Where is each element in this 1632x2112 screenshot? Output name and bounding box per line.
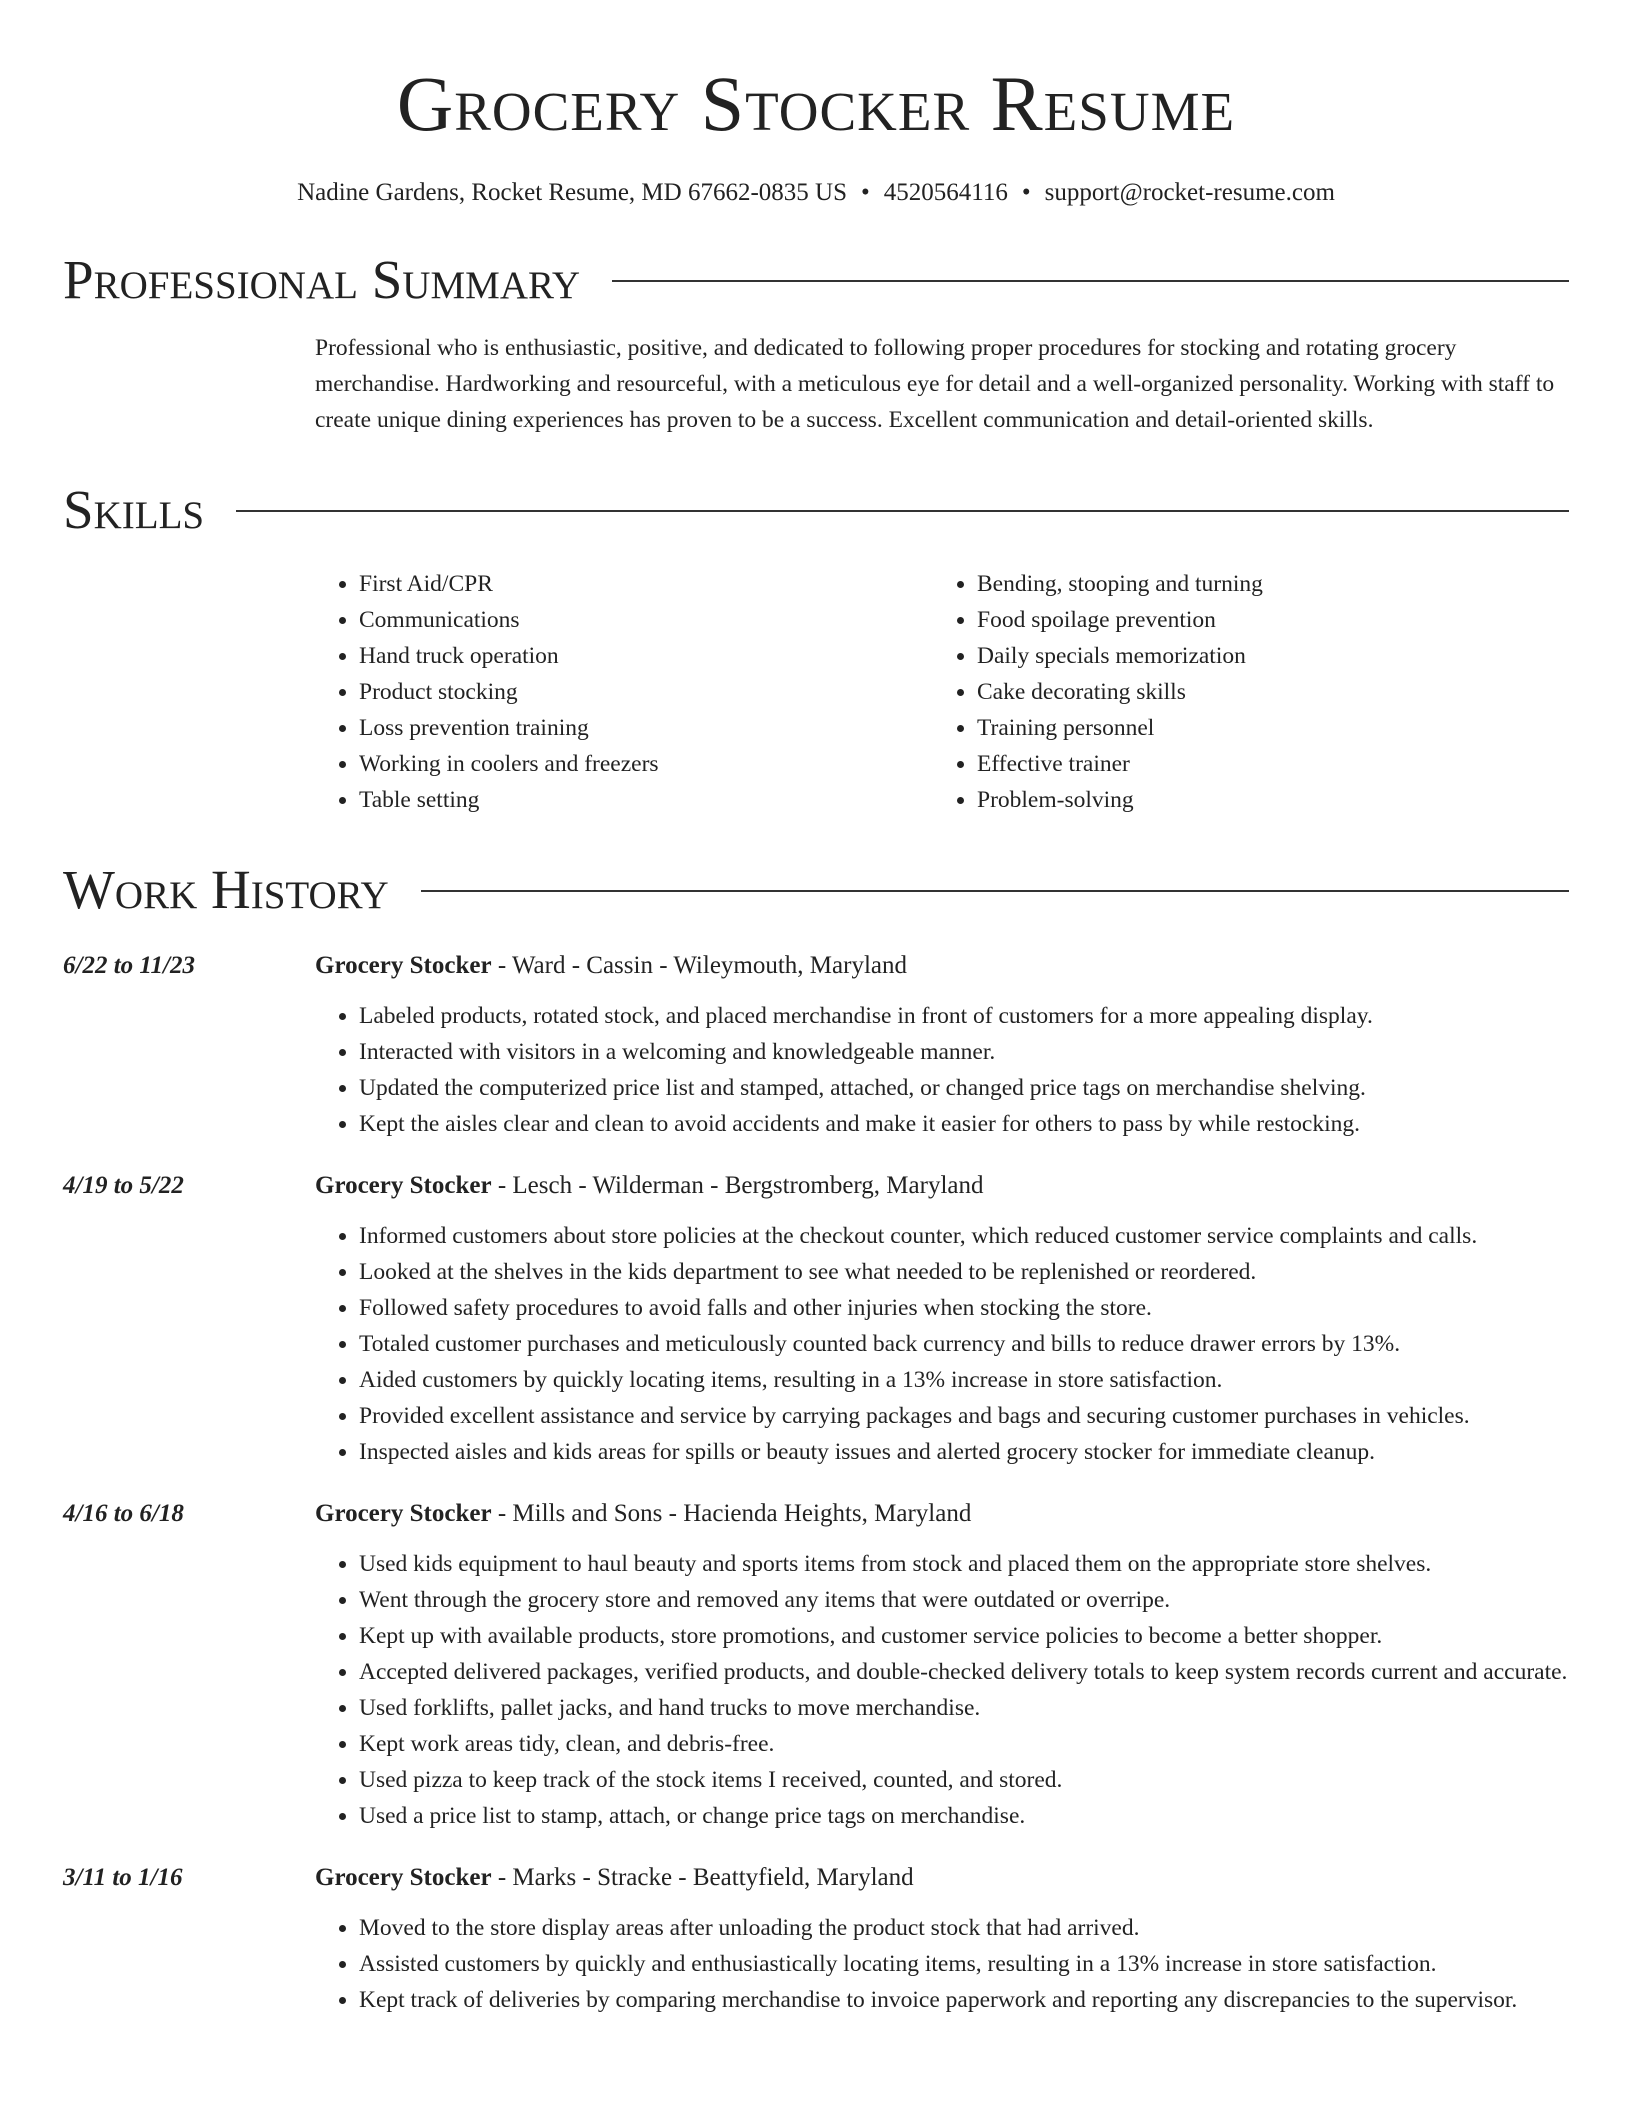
list-item: • Provided excellent assistance and service by carrying packages and bags and securing customer purchases in vehicles. [359, 1398, 1569, 1434]
list-item: • Used forklifts, pallet jacks, and hand trucks to move merchandise. [359, 1690, 1569, 1726]
list-item: • Hand truck operation [359, 638, 933, 674]
list-item: • Went through the grocery store and removed any items that were outdated or overripe. [359, 1582, 1569, 1618]
list-item: • Looked at the shelves in the kids department to see what needed to be replenished or reordered. [359, 1254, 1569, 1290]
skills-column-left [315, 566, 933, 818]
summary-heading: Professional Summary [63, 249, 581, 310]
list-item: • Table setting [359, 782, 933, 818]
job-entry [63, 948, 1569, 1142]
list-item: • Loss prevention training [359, 710, 933, 746]
list-item: • Kept work areas tidy, clean, and debris-free. [359, 1726, 1569, 1762]
list-item: • Accepted delivered packages, verified products, and double-checked delivery totals to keep system records current and accurate. [359, 1654, 1569, 1690]
job-company: Marks - Stracke - Beattyfield, Maryland [512, 1864, 914, 1891]
job-title-line [315, 1496, 971, 1532]
list-item: • Effective trainer [977, 746, 1551, 782]
list-item: • Bending, stooping and turning [977, 566, 1551, 602]
contact-phone: 4520564116 [883, 179, 1008, 206]
list-item: • Problem-solving [977, 782, 1551, 818]
job-dash: - [491, 1500, 513, 1527]
list-item: • Followed safety procedures to avoid falls and other injuries when stocking the store. [359, 1290, 1569, 1326]
job-header [63, 1496, 1569, 1532]
job-bullets [315, 1218, 1569, 1470]
contact-email: support@rocket-resume.com [1044, 179, 1335, 206]
skills-heading: Skills [63, 479, 205, 540]
job-bullets [315, 998, 1569, 1142]
job-role: Grocery Stocker [315, 1500, 492, 1527]
job-company: Lesch - Wilderman - Bergstromberg, Maryland [512, 1172, 984, 1199]
summary-section-header [63, 248, 1569, 312]
list-item: • Assisted customers by quickly and enthusiastically locating items, resulting in a 13% increase in store satisfaction. [359, 1946, 1569, 1982]
job-role: Grocery Stocker [315, 952, 492, 979]
skills-list-left [315, 566, 933, 818]
work-history-list [63, 948, 1569, 2018]
contact-address: Nadine Gardens, Rocket Resume, MD 67662-0835 US [297, 179, 847, 206]
list-item: • Training personnel [977, 710, 1551, 746]
list-item: • Cake decorating skills [977, 674, 1551, 710]
list-item: • Communications [359, 602, 933, 638]
skills-list-right [933, 566, 1551, 818]
list-item: • Kept track of deliveries by comparing merchandise to invoice paperwork and reporting any discrepancies to the supervisor. [359, 1982, 1569, 2018]
job-dates: 6/22 to 11/23 [63, 952, 195, 979]
list-item: • Moved to the store display areas after unloading the product stock that had arrived. [359, 1910, 1569, 1946]
list-item: • Food spoilage prevention [977, 602, 1551, 638]
list-item: • Totaled customer purchases and meticulously counted back currency and bills to reduce drawer errors by 13%. [359, 1326, 1569, 1362]
list-item: • Inspected aisles and kids areas for spills or beauty issues and alerted grocery stocker for immediate cleanup. [359, 1434, 1569, 1470]
list-item: • Updated the computerized price list and stamped, attached, or changed price tags on merchandise shelving. [359, 1070, 1569, 1106]
contact-separator: • [1021, 179, 1031, 206]
job-role: Grocery Stocker [315, 1172, 492, 1199]
list-item: • Daily specials memorization [977, 638, 1551, 674]
list-item: • Informed customers about store policies at the checkout counter, which reduced customer service complaints and calls. [359, 1218, 1569, 1254]
list-item: • Used kids equipment to haul beauty and sports items from stock and placed them on the appropriate store shelves. [359, 1546, 1569, 1582]
job-bullets [315, 1546, 1569, 1834]
job-company: Mills and Sons - Hacienda Heights, Maryland [512, 1500, 972, 1527]
list-item: • Product stocking [359, 674, 933, 710]
job-entry [63, 1496, 1569, 1834]
job-dash: - [491, 1864, 513, 1891]
job-bullets [315, 1910, 1569, 2018]
skills-section-header [63, 478, 1569, 542]
job-title-line [315, 1860, 914, 1896]
job-company: Ward - Cassin - Wileymouth, Maryland [511, 952, 907, 979]
job-dash: - [491, 952, 512, 979]
job-dash: - [491, 1172, 513, 1199]
list-item: • Used pizza to keep track of the stock items I received, counted, and stored. [359, 1762, 1569, 1798]
resume-title: Grocery Stocker Resume [396, 60, 1236, 147]
section-divider [236, 510, 1569, 512]
section-divider [421, 890, 1569, 892]
section-divider [612, 280, 1569, 282]
contact-line [63, 178, 1569, 208]
contact-separator: • [861, 179, 870, 206]
list-item: • Working in coolers and freezers [359, 746, 933, 782]
job-header [63, 1860, 1569, 1896]
list-item: • Kept up with available products, store promotions, and customer service policies to become a better shopper. [359, 1618, 1569, 1654]
job-role: Grocery Stocker [315, 1864, 492, 1891]
job-entry [63, 1168, 1569, 1470]
job-dates: 4/16 to 6/18 [63, 1500, 184, 1527]
list-item: • Interacted with visitors in a welcoming and knowledgeable manner. [359, 1034, 1569, 1070]
job-header [63, 1168, 1569, 1204]
list-item: • Used a price list to stamp, attach, or change price tags on merchandise. [359, 1798, 1569, 1834]
job-title-line [315, 1168, 983, 1204]
job-entry [63, 1860, 1569, 2018]
list-item: • Labeled products, rotated stock, and placed merchandise in front of customers for a more appealing display. [359, 998, 1569, 1034]
skills-column-right [933, 566, 1551, 818]
list-item: • Aided customers by quickly locating items, resulting in a 13% increase in store satisfaction. [359, 1362, 1569, 1398]
summary-text: Professional who is enthusiastic, positive, and dedicated to following proper procedures for stocking and rotating grocery merchandise. Hardworking and resourceful, with a meticulous eye for detail and a well-organized personality. Working with staff to create unique dining experiences has proven to be a success. Excellent communication and detail-oriented skills. [315, 335, 1555, 433]
job-dates: 4/19 to 5/22 [63, 1172, 184, 1199]
job-dates: 3/11 to 1/16 [63, 1864, 183, 1891]
work-section-header [63, 858, 1569, 922]
job-header [63, 948, 1569, 984]
skills-grid [315, 566, 1569, 818]
list-item: • Kept the aisles clear and clean to avoid accidents and make it easier for others to pass by while restocking. [359, 1106, 1569, 1142]
list-item: • First Aid/CPR [359, 566, 933, 602]
work-heading: Work History [63, 859, 389, 920]
job-title-line [315, 948, 907, 984]
